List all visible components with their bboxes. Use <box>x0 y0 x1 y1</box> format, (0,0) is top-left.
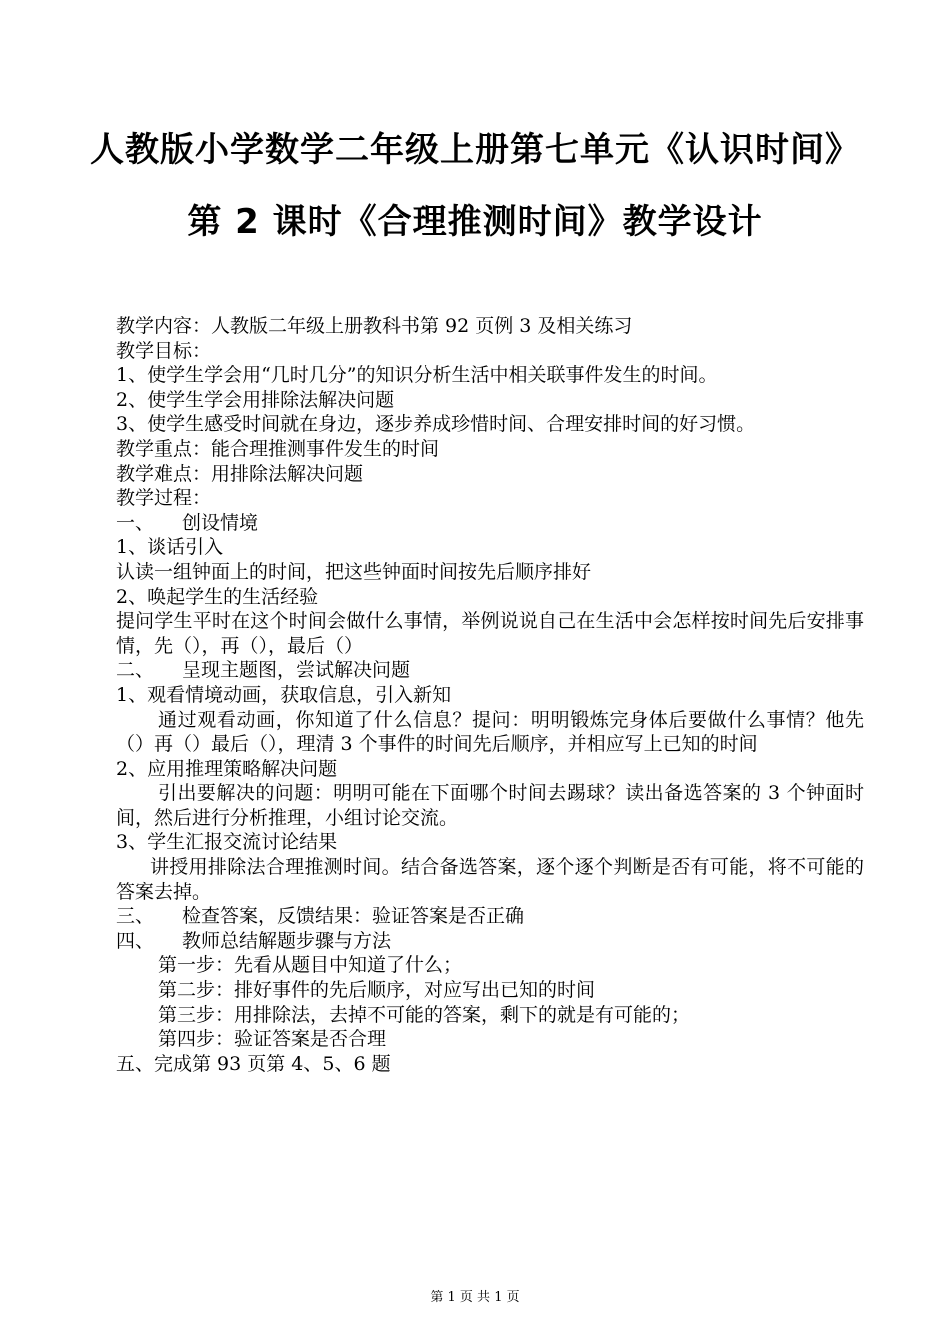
s1-item-2: 2、唤起学生的生活经验 <box>116 585 319 608</box>
s2-item-2-text: 引出要解决的问题：明明可能在下面哪个时间去踢球？读出备选答案的 3 个钟面时间，然后进行分析推理，小组讨论交流。 <box>116 782 864 829</box>
s2-item-1-text: 通过观看动画，你知道了什么信息？提问：明明锻炼完身体后要做什么事情？他先（）再（）最后（），理清 3 个事件的时间先后顺序，并相应写上已知的时间 <box>116 708 864 756</box>
section-1-label: 创设情境 <box>182 511 259 534</box>
step-1: 第一步：先看从题目中知道了什么； <box>158 954 463 977</box>
s2-item-3-text: 讲授用排除法合理推测时间。结合备选答案，逐个逐个判断是否有可能，将不可能的答案去掉。 <box>116 856 864 903</box>
section-3-number: 三、 <box>116 905 155 928</box>
section-3-label: 检查答案，反馈结果：验证答案是否正确 <box>182 905 525 928</box>
section-2-label: 呈现主题图，尝试解决问题 <box>182 659 411 682</box>
section-1-number: 一、 <box>116 511 155 534</box>
page-footer: 第 1 页 共 1 页 <box>430 1290 520 1305</box>
section-4-heading <box>116 929 864 954</box>
step-2: 第二步：排好事件的先后顺序，对应写出已知的时间 <box>158 979 596 1002</box>
section-2-number: 二、 <box>116 659 155 682</box>
section-5: 五、完成第 93 页第 4、5、6 题 <box>116 1052 391 1075</box>
section-1-heading <box>116 511 864 536</box>
document-title-line-2: 第 2 课时《合理推测时间》教学设计 <box>187 202 763 242</box>
s1-item-1: 1、谈话引入 <box>116 536 224 559</box>
objective-3: 3、使学生感受时间就在身边，逐步养成珍惜时间、合理安排时间的好习惯。 <box>116 413 756 436</box>
teaching-content: 教学内容：人教版二年级上册教科书第 92 页例 3 及相关练习 <box>116 315 633 337</box>
step-3: 第三步：用排除法，去掉不可能的答案，剩下的就是有可能的； <box>158 1003 691 1026</box>
section-3-heading <box>116 904 864 929</box>
key-point: 教学重点：能合理推测事件发生的时间 <box>116 437 440 460</box>
s1-item-2-text: 提问学生平时在这个时间会做什么事情，举例说说自己在生活中会怎样按时间先后安排事情，先（），再（），最后（） <box>116 610 864 657</box>
section-4-label: 教师总结解题步骤与方法 <box>182 929 392 952</box>
difficulty: 教学难点：用排除法解决问题 <box>116 462 364 485</box>
section-2-heading <box>116 658 864 683</box>
document-body <box>116 314 864 1076</box>
step-4: 第四步：验证答案是否合理 <box>158 1028 387 1051</box>
s2-item-1: 1、观看情境动画，获取信息，引入新知 <box>116 683 452 706</box>
s1-item-1-text: 认读一组钟面上的时间，把这些钟面时间按先后顺序排好 <box>116 560 592 583</box>
s2-item-3: 3、学生汇报交流讨论结果 <box>116 831 338 854</box>
objective-1: 1、使学生学会用“几时几分”的知识分析生活中相关联事件发生的时间。 <box>116 364 718 387</box>
document-title-line-1: 人教版小学数学二年级上册第七单元《认识时间》 <box>90 130 860 170</box>
s2-item-2: 2、应用推理策略解决问题 <box>116 757 338 780</box>
section-4-number: 四、 <box>116 929 155 952</box>
objective-2: 2、使学生学会用排除法解决问题 <box>116 388 395 411</box>
objectives-heading: 教学目标： <box>116 339 212 362</box>
process-heading: 教学过程： <box>116 487 212 510</box>
